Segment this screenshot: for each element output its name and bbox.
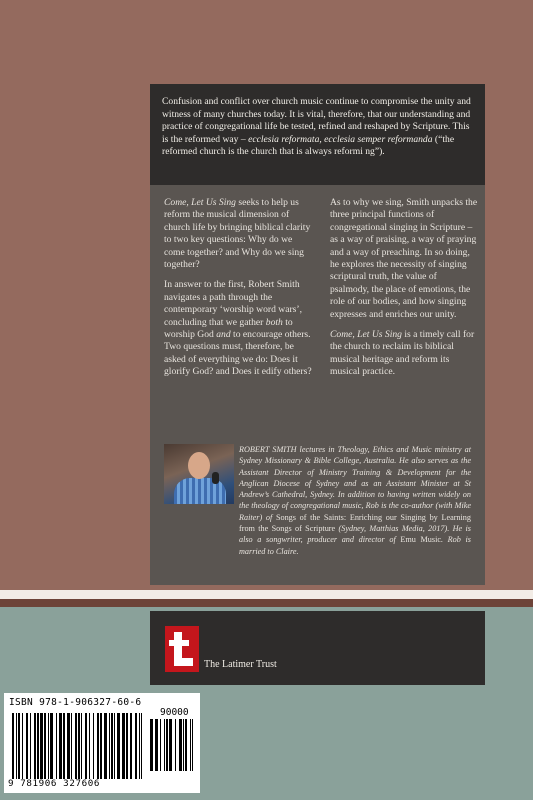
author-face: [188, 452, 210, 479]
publisher-name: The Latimer Trust: [204, 659, 277, 670]
divider-dark-stripe: [0, 599, 533, 607]
intro-motto: ecclesia reformata, ecclesia semper reformanda: [248, 133, 433, 145]
author-section: [150, 440, 485, 585]
right-column: [330, 197, 478, 387]
right-paragraph-1: As to why we sing, Smith unpacks the three principal functions of congregational singing in Scripture – as a way of praising, a way of praying and a way of preaching. In so doing, he explores the necessity of singing scriptural truth, the value of psalmody, the place of emotions, the role of our bodies, and how singing expresses and enriches our unity.: [330, 197, 478, 320]
intro-text-2: (“the reformed church is the church that is always reformi ng”).: [162, 133, 455, 158]
divider-light-stripe: [0, 590, 533, 599]
author-photo: [164, 444, 234, 504]
bio-text-b: (Sydney, Matthias Media, 2017). He is also a songwriter, producer and director of: [239, 524, 471, 545]
right-paragraph-2-text: is a timely call for the church to reclaim its biblical musical heritage and reform its musical practice.: [330, 329, 475, 378]
right-paragraph-2: [330, 329, 478, 379]
barcode-addon-bars-icon: [150, 719, 194, 771]
author-bio: [239, 444, 471, 557]
left-paragraph-1: [164, 197, 312, 271]
bio-book-title: Songs of the Saints: Enriching our Singing by Learning from the Songs of Scripture: [239, 512, 471, 534]
book-title-ref: Come, Let Us Sing: [164, 197, 236, 208]
left-paragraph-2-text-c: to encourage others. Two questions must, therefore, be asked of everything we do: Does it glorify God? and Does it edify others?: [164, 329, 312, 378]
description-panel: [150, 185, 485, 585]
intro-text-1: Confusion and conflict over church music continue to compromise the unity and witness of many churches today. It is vital, therefore, that our understanding and practice of congregational life be tested, refined and reshaped by Scripture. This is the reformed way –: [162, 96, 471, 145]
latimer-trust-logo-icon: [165, 626, 199, 672]
emphasis-and: and: [216, 329, 231, 341]
bio-emu-music: Emu Music: [400, 535, 441, 545]
left-paragraph-1-text: seeks to help us reform the musical dimension of church life by bringing biblical clarity to two key questions: Why do we come together? and Why do we sing together?: [164, 197, 311, 271]
bio-text-c: . Rob is married to Claire.: [239, 535, 471, 556]
book-title-ref-2: Come, Let Us Sing: [330, 329, 402, 341]
ean-digits: 9 781906 327606: [8, 778, 100, 789]
isbn-barcode: [4, 693, 200, 793]
left-column: [164, 197, 312, 387]
bio-text-a: ROBERT SMITH lectures in Theology, Ethics and Music ministry at Sydney Missionary & Bible College, Australia. He also serves as the Assistant Director of Ministry Training & Development for the Anglican Diocese of Sydney and as an Assistant Minister at St Andrew’s Cathedral, Sydney. In addition to having written widely on the theology of congregational music, Rob is the co-author (with Mike Raiter) of: [239, 445, 471, 522]
microphone-icon: [212, 472, 219, 484]
isbn-number: ISBN 978-1-906327-60-6: [9, 697, 142, 708]
barcode-bars-icon: [12, 713, 142, 779]
price-code: 90000: [160, 707, 189, 718]
left-paragraph-2-text-b: to worship God: [164, 316, 293, 341]
left-paragraph-2-text-a: In answer to the first, Robert Smith navigates a path through the contemporary ‘worship word wars’, concluding that we gather: [164, 279, 303, 328]
publisher-block: [150, 611, 485, 685]
emphasis-both: both: [265, 316, 283, 328]
intro-blurb: [150, 84, 485, 185]
left-paragraph-2: [164, 279, 312, 378]
